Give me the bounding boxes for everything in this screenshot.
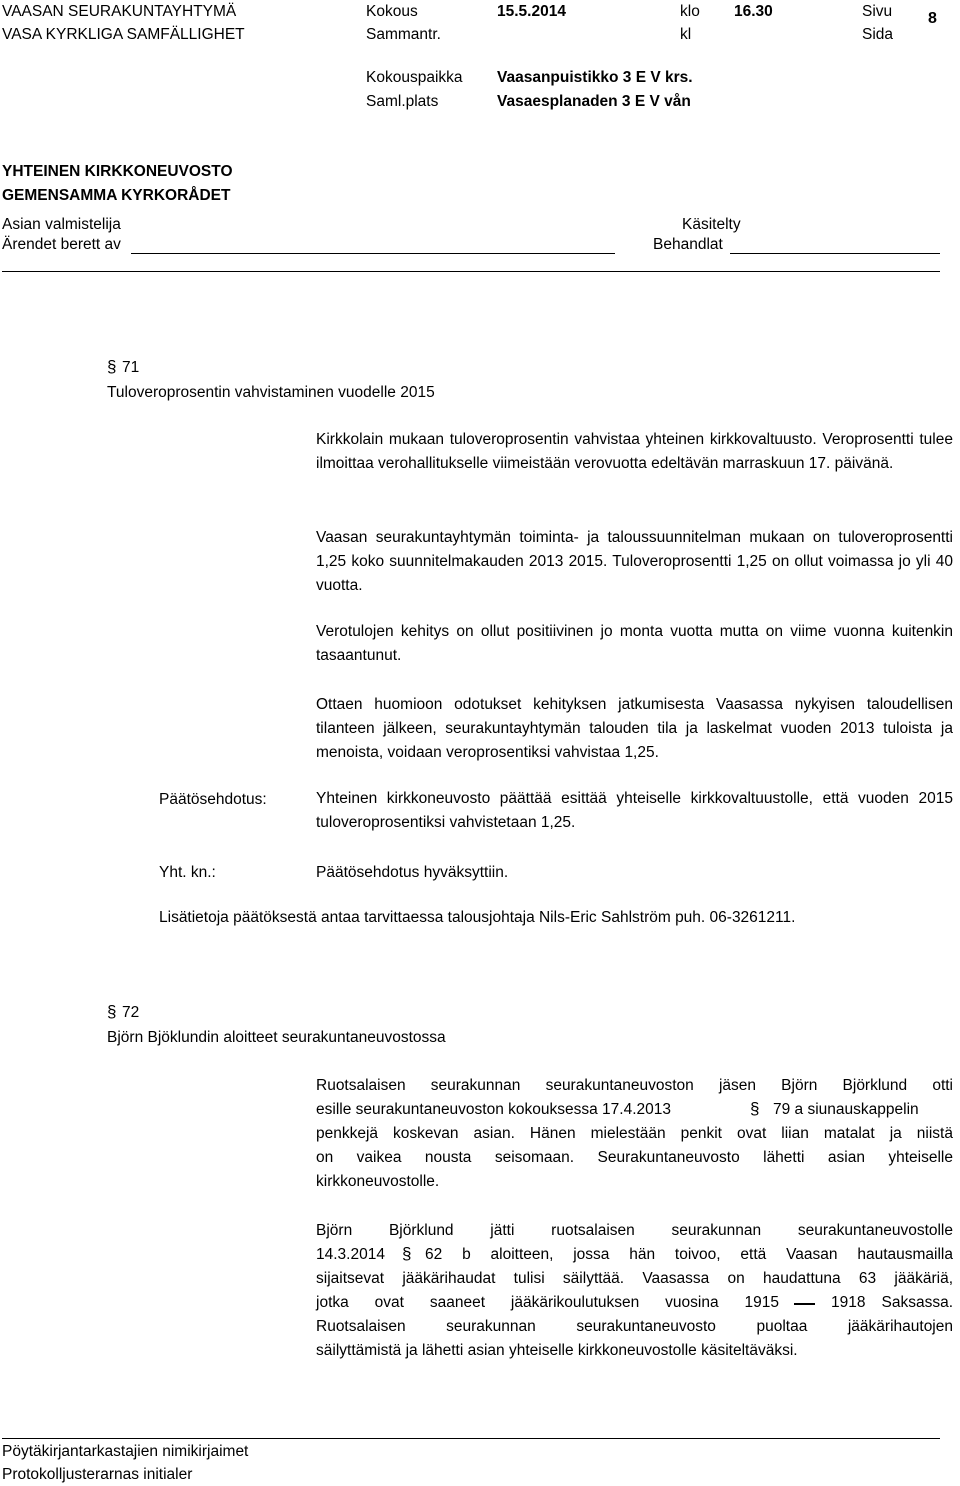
decision-label: Yht. kn.: bbox=[159, 864, 216, 881]
council-name-fi: YHTEINEN KIRKKONEUVOSTO bbox=[2, 163, 233, 180]
footer-divider bbox=[2, 1438, 940, 1439]
section-71-paragraph-4: Ottaen huomioon odotukset kehityksen jatkumisesta Vaasassa nykyisen taloudellisen tilanteen jälkeen, seurakuntayhtymän talouden tila ja laskelmat vuoden 2013 tuloista ja menoista, voidaan veroprosentiksi vahvistaa 1,25. bbox=[316, 696, 953, 762]
section-72-p1-line: 79 a siunauskappelin bbox=[773, 1101, 919, 1118]
more-info: Lisätietoja päätöksestä antaa tarvittaessa talousjohtaja Nils-Eric Sahlström puh. 06-3261211. bbox=[159, 909, 796, 926]
section-sign: § bbox=[107, 357, 117, 376]
section-sign: § bbox=[107, 1002, 117, 1021]
section-sign: § bbox=[402, 1244, 412, 1263]
place-label-sv: Saml.plats bbox=[366, 93, 439, 110]
section-71-paragraph-2: Vaasan seurakuntayhtymän toiminta- ja taloussuunnitelman mukaan on tuloveroprosentti 1,25 koko suunnitelmakauden 2013 2015. Tuloveroprosentti 1,25 on ollut voimassa jo yli 40 vuotta. bbox=[316, 529, 953, 595]
section-72-p2-line: Ruotsalaisen seurakunnan seurakuntaneuvosto puoltaa jääkärihautojen bbox=[316, 1318, 953, 1335]
proposal-label: Päätösehdotus: bbox=[159, 791, 267, 808]
footer-initials-sv: Protokolljusterarnas initialer bbox=[2, 1466, 193, 1483]
year-range-dash bbox=[794, 1303, 815, 1305]
place-sv: Vasaesplanaden 3 E V vån bbox=[497, 93, 691, 110]
time-label-sv: kl bbox=[680, 26, 692, 43]
footer-initials-fi: Pöytäkirjantarkastajien nimikirjaimet bbox=[2, 1443, 249, 1460]
section-72-p1-line: Ruotsalaisen seurakunnan seurakuntaneuvoston jäsen Björn Björklund otti bbox=[316, 1077, 953, 1094]
section-72-p2-line: 1918 Saksassa. bbox=[831, 1294, 953, 1311]
preparer-label-fi: Asian valmistelija bbox=[2, 216, 121, 233]
section-71-paragraph-3: Verotulojen kehitys on ollut positiivinen jo monta vuotta mutta on viime vuonna kuitenkin tasaantunut. bbox=[316, 623, 953, 665]
page-label-sv: Sida bbox=[862, 26, 894, 43]
section-71-paragraph-1: Kirkkolain mukaan tuloveroprosentin vahvistaa yhteinen kirkkovaltuusto. Veroprosentti tulee ilmoittaa verohallitukselle viimeistään verovuotta edeltävän marraskuun 17. päivänä. bbox=[316, 431, 953, 473]
meeting-date: 15.5.2014 bbox=[497, 3, 566, 20]
place-fi: Vaasanpuistikko 3 E V krs. bbox=[497, 69, 693, 86]
section-72-p1-line: penkkejä koskevan asian. Hänen mielestään penkit ovat liian matalat ja niistä bbox=[316, 1125, 953, 1142]
handled-label-sv: Behandlat bbox=[653, 236, 723, 253]
org-name-fi: VAASAN SEURAKUNTAYHTYMÄ bbox=[2, 3, 237, 20]
page-number: 8 bbox=[928, 10, 937, 27]
handled-label-fi: Käsitelty bbox=[682, 216, 741, 233]
section-72-number: 72 bbox=[122, 1004, 140, 1021]
council-name-sv: GEMENSAMMA KYRKORÅDET bbox=[2, 187, 231, 204]
preparer-label-sv: Ärendet berett av bbox=[2, 236, 121, 253]
section-71-number: 71 bbox=[122, 359, 140, 376]
header-divider bbox=[2, 271, 940, 272]
section-72-p2-line: 62 b aloitteen, jossa hän toivoo, että Vaasan hautausmailla bbox=[425, 1246, 953, 1263]
section-72-p2-line: 14.3.2014 bbox=[316, 1246, 385, 1263]
section-72-title: Björn Bjöklundin aloitteet seurakuntaneuvostossa bbox=[107, 1029, 446, 1046]
section-sign: § bbox=[750, 1099, 760, 1118]
proposal-text: Yhteinen kirkkoneuvosto päättää esittää yhteiselle kirkkovaltuustolle, että vuoden 2015 tuloveroprosentiksi vahvistetaan 1,25. bbox=[316, 790, 953, 832]
meeting-time: 16.30 bbox=[734, 3, 773, 20]
time-label-fi: klo bbox=[680, 3, 700, 20]
section-72-p1-line: on vaikea nousta seisomaan. Seurakuntaneuvosto lähetti asian yhteiselle bbox=[316, 1149, 953, 1166]
section-72-p2-line: jotka ovat saaneet jääkärikoulutuksen vuosina 1915 bbox=[316, 1294, 779, 1311]
handled-signature-line bbox=[730, 253, 940, 254]
org-name-sv: VASA KYRKLIGA SAMFÄLLIGHET bbox=[2, 26, 245, 43]
section-71-title: Tuloveroprosentin vahvistaminen vuodelle 2015 bbox=[107, 384, 435, 401]
section-72-p1-line: kirkkoneuvostolle. bbox=[316, 1173, 440, 1190]
page-label-fi: Sivu bbox=[862, 3, 893, 20]
preparer-signature-line bbox=[131, 253, 615, 254]
section-72-p1-line: esille seurakuntaneuvoston kokouksessa 17.4.2013 bbox=[316, 1101, 672, 1118]
meeting-label-sv: Sammantr. bbox=[366, 26, 441, 43]
section-72-p2-line: sijaitsevat jääkärihaudat tulisi säilyttää. Vaasassa on haudattuna 63 jääkäriä, bbox=[316, 1270, 953, 1287]
section-72-p2-line: säilyttämistä ja lähetti asian yhteiselle kirkkoneuvostolle käsiteltäväksi. bbox=[316, 1342, 798, 1359]
decision-text: Päätösehdotus hyväksyttiin. bbox=[316, 864, 509, 881]
section-72-p2-line: Björn Björklund jätti ruotsalaisen seurakunnan seurakuntaneuvostolle bbox=[316, 1222, 953, 1239]
meeting-label-fi: Kokous bbox=[366, 3, 418, 20]
place-label-fi: Kokouspaikka bbox=[366, 69, 463, 86]
